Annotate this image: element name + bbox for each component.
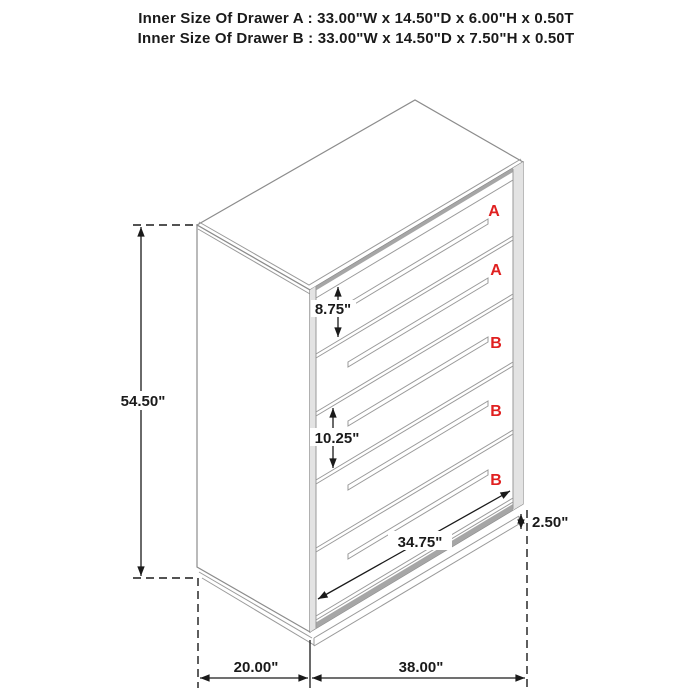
dimension-width — [312, 659, 525, 678]
dimension-base-height — [521, 514, 568, 531]
front-left-stile — [310, 286, 316, 632]
dimension-label: 20.00" — [233, 659, 279, 676]
front-right-stile — [513, 162, 523, 510]
dimension-label: 10.25" — [314, 430, 360, 447]
drawer-label: B — [490, 403, 502, 420]
dimension-label: 2.50" — [532, 514, 569, 531]
dimension-label: 54.50" — [120, 393, 166, 410]
drawer-label: A — [490, 262, 502, 279]
dimension-overall-height — [116, 225, 196, 578]
dimension-label: 38.00" — [398, 659, 444, 676]
header-drawer-b-size: Inner Size Of Drawer B : 33.00"W x 14.50"D x 7.50"H x 0.50T — [137, 30, 575, 47]
dimension-depth — [200, 659, 308, 678]
drawer-label: B — [490, 472, 502, 489]
drawer-label: A — [488, 203, 500, 220]
cabinet — [197, 100, 523, 646]
dimension-label: 8.75" — [314, 301, 352, 318]
dimension-label: 34.75" — [397, 534, 443, 551]
header-drawer-a-size: Inner Size Of Drawer A : 33.00"W x 14.50"D x 6.00"H x 0.50T — [138, 10, 574, 27]
cabinet-side-face — [197, 225, 310, 632]
drawer-label: B — [490, 335, 502, 352]
